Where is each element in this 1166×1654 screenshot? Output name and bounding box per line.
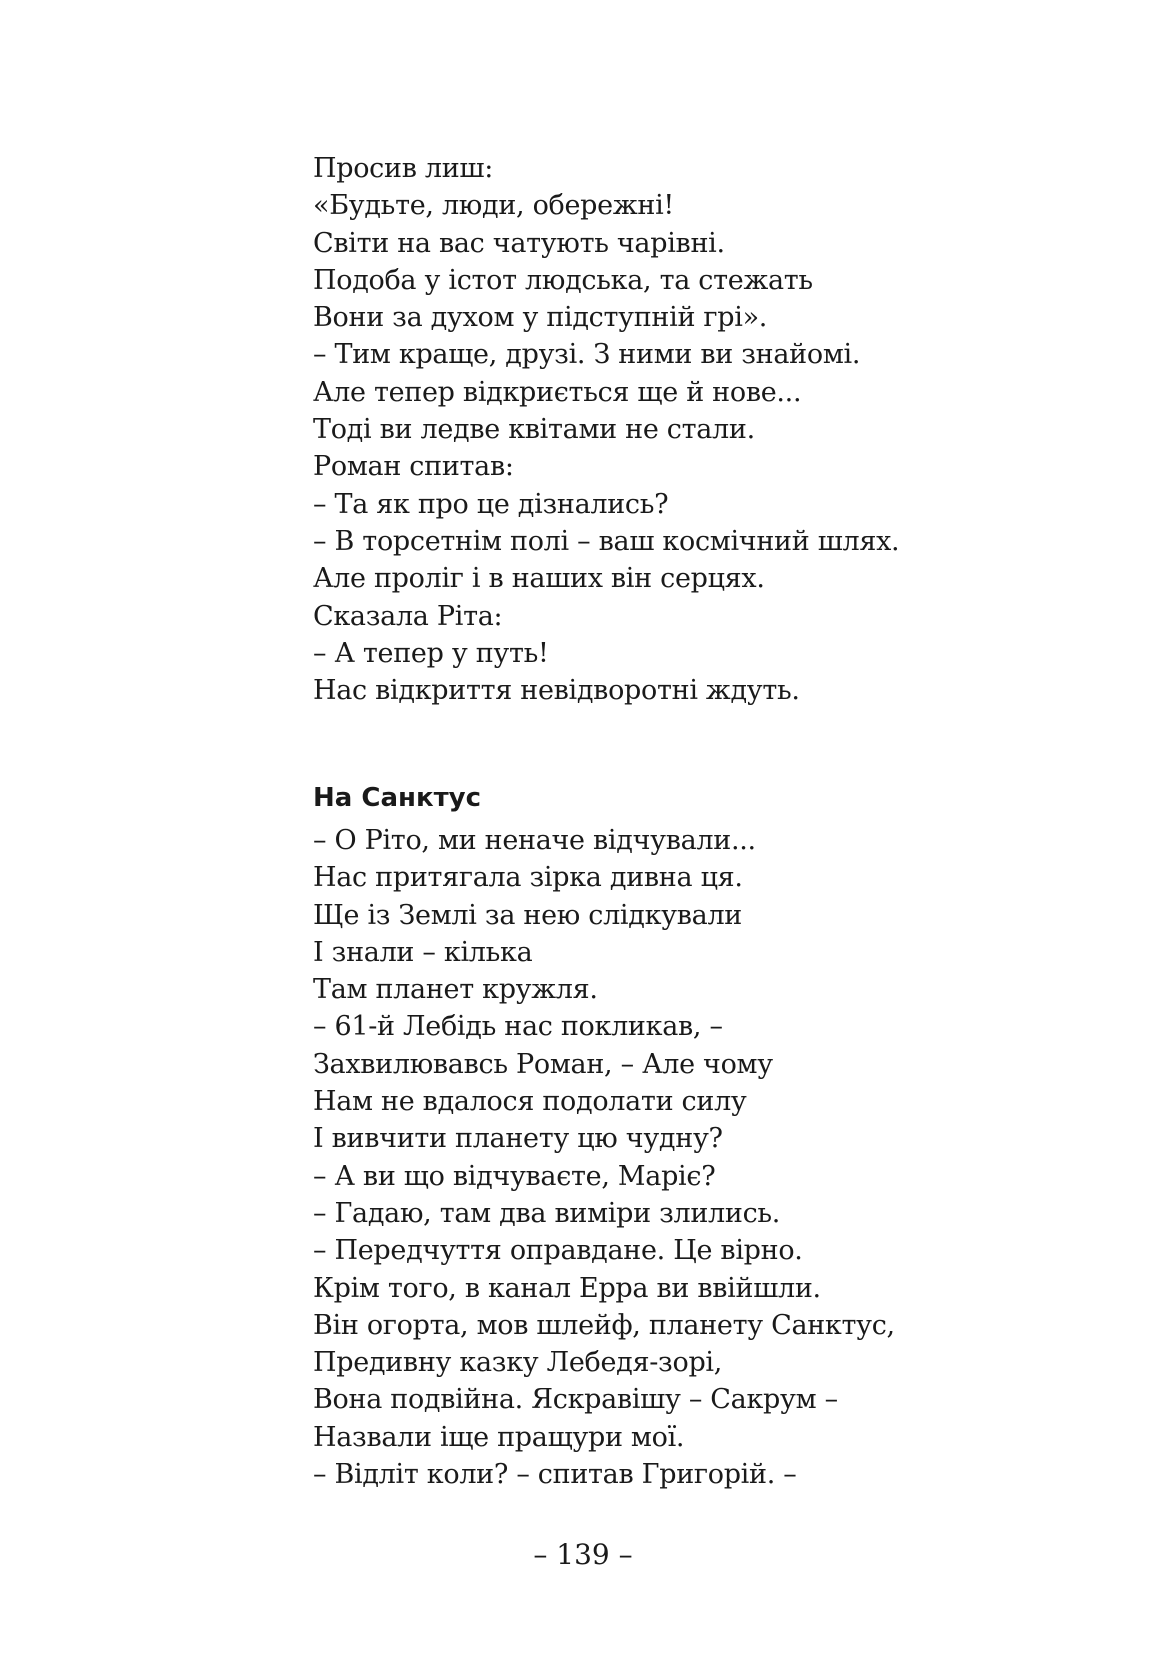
poem-line: Нас відкриття невідворотні ждуть. (313, 675, 800, 707)
poem-line: Подоба у істот людська, та стежать (313, 264, 813, 296)
poem-line: «Будьте, люди, обережні! (313, 190, 674, 222)
poem-line: – 61-й Лебідь нас покликав, – (313, 1011, 723, 1043)
poem-line: Вона подвійна. Яскравішу – Сакрум – (313, 1384, 838, 1416)
poem-line: Там планет кружля. (313, 974, 598, 1006)
poem-line: – В торсетнім полі – ваш космічний шлях. (313, 525, 900, 557)
poem-line: Сказала Ріта: (313, 600, 503, 632)
poem-line: – А ви що відчуваєте, Маріє? (313, 1160, 716, 1192)
poem-line: Роман спитав: (313, 451, 514, 483)
poem-line: – Гадаю, там два виміри злились. (313, 1197, 781, 1229)
poem-line: – Передчуття оправдане. Це вірно. (313, 1235, 803, 1267)
poem-line: Нас притягала зірка дивна ця. (313, 862, 743, 894)
poem-line: – Відліт коли? – спитав Григорій. – (313, 1459, 797, 1491)
poem-line: Ще із Землі за нею слідкували (313, 899, 742, 931)
poem-line: Назвали іще пращури мої. (313, 1421, 685, 1453)
poem-line: Але тепер відкриється ще й нове... (313, 376, 802, 408)
poem-line: – О Ріто, ми неначе відчували... (313, 825, 756, 856)
section-title: На Санктус (313, 783, 482, 813)
poem-line: – Тим краще, друзі. З ними ви знайомі. (313, 339, 861, 371)
poem-line: Тоді ви ледве квітами не стали. (313, 414, 755, 446)
poem-line: І знали – кілька (313, 936, 533, 968)
poem-line: Захвилювавсь Роман, – Але чому (313, 1048, 773, 1080)
poem-line: – А тепер у путь! (313, 637, 549, 669)
page-number: – 139 – (533, 1538, 633, 1571)
poem-line: Але проліг і в наших він серцях. (313, 563, 765, 595)
poem-line: І вивчити планету цю чудну? (313, 1123, 723, 1155)
poem-line: – Та як про це дізнались? (313, 488, 669, 520)
poem-line: Він огорта, мов шлейф, планету Санктус, (313, 1309, 895, 1341)
section-poem (313, 822, 1073, 1493)
poem-continued (313, 150, 1073, 709)
poem-line: Предивну казку Лебедя-зорі, (313, 1347, 723, 1379)
poem-line: Нам не вдалося подолати силу (313, 1086, 747, 1118)
poem-line: Крім того, в канал Ерра ви ввійшли. (313, 1272, 821, 1304)
poem-line: Світи на вас чатують чарівні. (313, 227, 725, 259)
poem-line: Просив лиш: (313, 153, 494, 184)
poem-line: Вони за духом у підступній грі». (313, 302, 768, 334)
